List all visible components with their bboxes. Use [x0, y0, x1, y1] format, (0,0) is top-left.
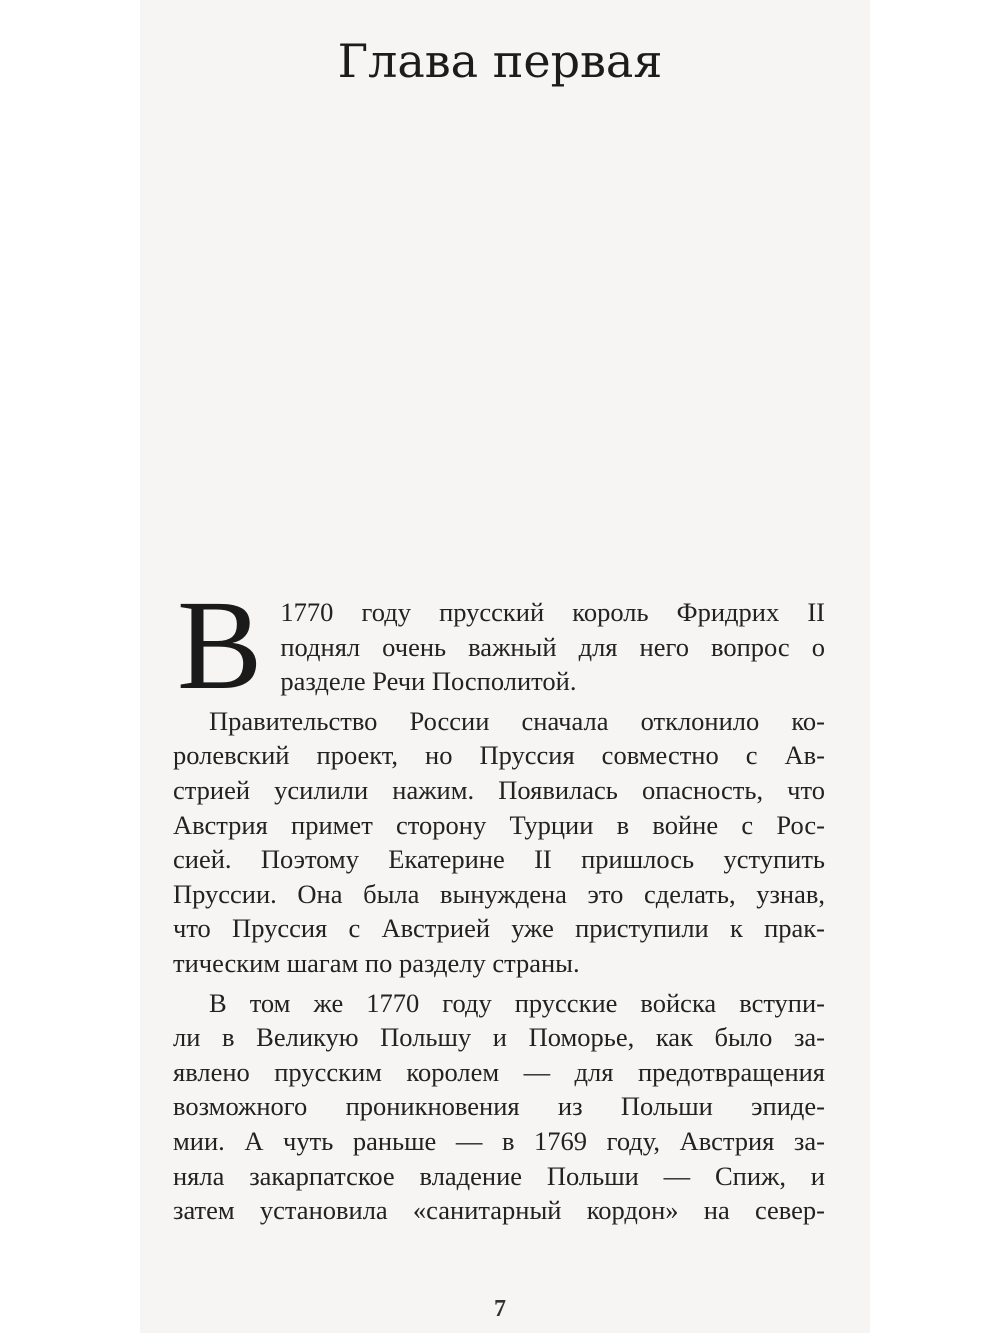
- text-line: что Пруссия с Австрией уже приступили к прак-: [173, 913, 825, 944]
- text-line: Австрия примет сторону Турции в войне с Рос-: [173, 809, 825, 840]
- text-line: возможного проникновения из Польши эпиде-: [173, 1091, 825, 1122]
- text-line: разделе Речи Посполитой.: [280, 666, 577, 697]
- paragraph-3: [173, 986, 825, 1228]
- drop-cap: В: [177, 574, 263, 716]
- paragraph-2: [173, 704, 825, 981]
- text-line: тическим шагам по разделу страны.: [173, 947, 580, 978]
- text-line: ролевский проект, но Пруссия совместно с Ав-: [173, 740, 825, 771]
- text-line: затем установила «санитарный кордон» на север-: [173, 1195, 825, 1226]
- text-line: ли в Великую Польшу и Поморье, как было за-: [173, 1022, 825, 1053]
- text-line: сией. Поэтому Екатерине II пришлось уступить: [173, 844, 825, 875]
- text-line: няла закарпатское владение Польши — Спиж, и: [173, 1160, 825, 1191]
- text-line: явлено прусским королем — для предотвращения: [173, 1056, 825, 1087]
- text-line: стрией усилили нажим. Появилась опасность, что: [173, 774, 825, 805]
- chapter-body: [173, 574, 825, 1233]
- page-number: 7: [494, 1296, 506, 1322]
- text-line: Правительство России сначала отклонило ко-: [209, 705, 825, 736]
- text-line: поднял очень важный для него вопрос о: [280, 631, 825, 662]
- text-line: В том же 1770 году прусские войска вступи-: [209, 987, 825, 1018]
- text-line: мии. А чуть раньше — в 1769 году, Австрия за-: [173, 1125, 825, 1156]
- chapter-title: Глава первая: [337, 34, 663, 88]
- text-line: Пруссии. Она была вынуждена это сделать, узнав,: [173, 878, 825, 909]
- paragraph-1: [173, 574, 825, 716]
- text-line: 1770 году прусский король Фридрих II: [280, 597, 825, 627]
